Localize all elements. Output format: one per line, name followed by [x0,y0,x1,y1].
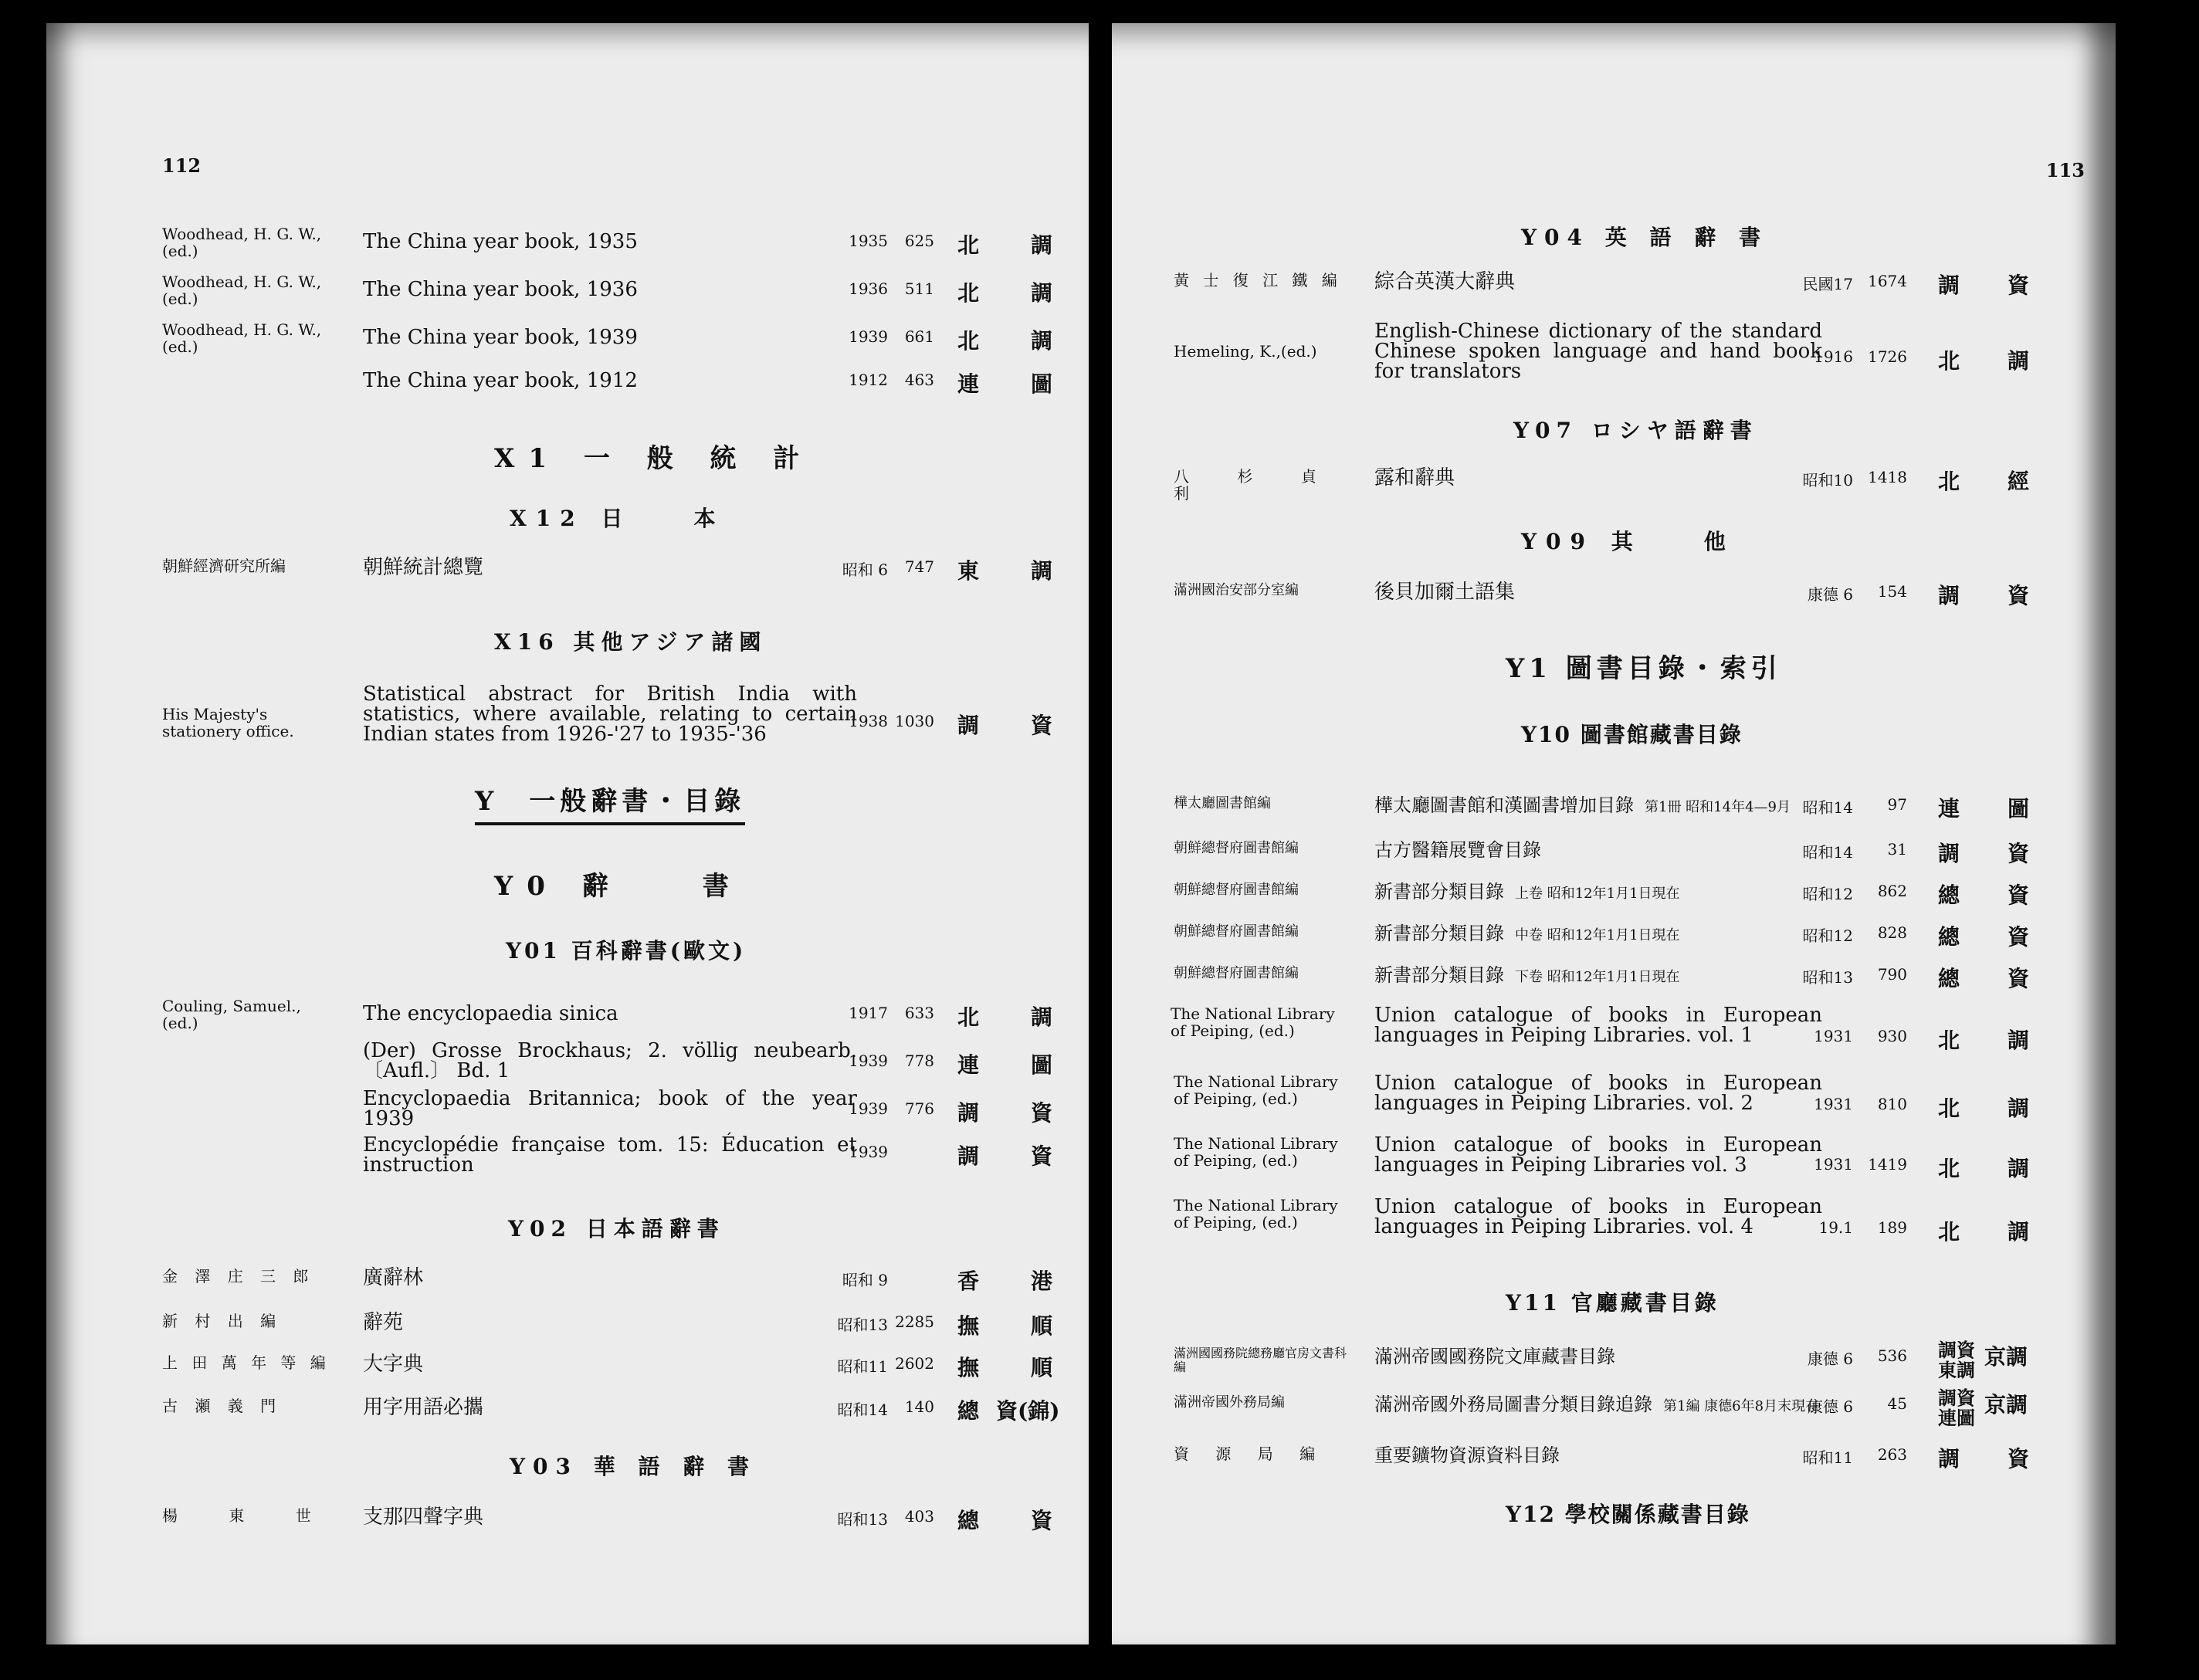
section-heading: X16 其他アジア諸國 [494,629,767,655]
section-heading: Y11 官廳藏書目錄 [1506,1290,1720,1316]
section-heading: Y04 英 語 辭 書 [1521,225,1768,250]
page-number-left: 112 [162,154,202,177]
section-heading: X12 日 本 [510,506,725,531]
section-heading: Y0 辭 書 [494,871,743,902]
section-heading: Y07 ロシヤ語辭書 [1513,418,1758,443]
left-page: 112 Woodhead, H. G. W., (ed.) The China year book, 1935 1935 625 北 調 Woodhead, H. G. W., (ed.) The China year book, 1936 1936 511 北 調 Woodhead, H. G. W., (ed.) The China year book, 1939 1939 661 北 調 The China year book, 1912 1912 463 連 圖 X1 一 般 統 計 X12 日 本 朝鮮經濟研究所編 朝鮮統計總覽 昭和 6 747 東 調 X16 其他アジア諸國 His Majesty's stationery office. Statistical abstract for British India with statistics, where available, relating to certain Indian states from 1926-'27 to 1935-'36 1938 1030 調 資 Y 一般辭書・目錄 Y0 辭 書 Y01 百科辭書(歐文) Couling, Samuel., (ed.) The encyclopaedia sinica 1917 633 北 調 (Der) Grosse Brockhaus; 2. völlig neubearb. 〔Aufl.〕 Bd. 1 1939 778 連 圖 Encyclopaedia Britannica; book of the year 1939 1939 776 調 資 Encyclopédie française tom. 15: Éducation et instruction 1939 調 資 Y02 日本語辭書 金 澤 庄 三 郎 廣辭林 昭和 9 香 港 新 村 出 編 辭苑 昭和13 2285 撫 順 上 田 萬 年 等 編 大字典 昭和11 2602 撫 順 古 瀬 義 門 用字用語必攜 昭和14 140 總 資(錦) Y03 華 語 辭 書 楊 東 世 支那四聲字典 昭和13 403 總 資 [46,23,1089,1644]
page-number-right: 113 [2045,159,2085,181]
section-heading: Y12 學校關係藏書目錄 [1506,1502,1750,1527]
section-heading: Y02 日本語辭書 [508,1216,725,1241]
section-heading: X1 一 般 統 計 [494,443,814,474]
section-heading: Y10 圖書館藏書目錄 [1521,722,1743,747]
section-heading: Y 一般辭書・目錄 [475,780,745,825]
section-heading: Y03 華 語 辭 書 [510,1454,757,1479]
right-page: 113 Y04 英 語 辭 書 黃 士 復 江 鐵 編 綜合英漢大辭典 民國17 1674 調 資 Hemeling, K.,(ed.) English-Chinese dictionary of the standard Chinese spoken language and hand book for translators 1916 1726 北 調 Y07 ロシヤ語辭書 八 杉 貞 利 露和辭典 昭和10 1418 北 經 Y09 其 他 滿洲國治安部分室編 後貝加爾土語集 康德 6 154 調 資 Y1 圖書目錄・索引 Y10 圖書館藏書目錄 樺太廳圖書館編 樺太廳圖書館和漢圖書增加目錄 第1冊 昭和14年4—9月 昭和14 97 連 圖 朝鮮總督府圖書館編 古方醫籍展覽會目錄 昭和14 31 調 資 朝鮮總督府圖書館編 新書部分類目錄 上卷 昭和12年1月1日現在 昭和12 862 總 資 朝鮮總督府圖書館編 新書部分類目錄 中卷 昭和12年1月1日現在 昭和12 828 總 資 朝鮮總督府圖書館編 新書部分類目錄 下卷 昭和12年1月1日現在 昭和13 790 總 資 The National Library of Peiping, (ed.) Union catalogue of books in European languages in Peiping Libraries. vol. 1 1931 930 北 調 The National Library of Peiping, (ed.) Union catalogue of books in European languages in Peiping Libraries. vol. 2 1931 810 北 調 The National Library of Peiping, (ed.) Union catalogue of books in European languages in Peiping Libraries vol. 3 1931 1419 北 調 The National Library of Peiping, (ed.) Union catalogue of books in European languages in Peiping Libraries. vol. 4 19.1 189 北 調 Y11 官廳藏書目錄 滿洲國國務院總務廳官房文書科編 滿洲帝國國務院文庫藏書目錄 康德 6 536 調資 東調 京調 滿洲帝國外務局編 滿洲帝國外務局圖書分類目錄追錄 第1編 康德6年8月末現在 康德 6 45 調資 連圖 京調 資 源 局 編 重要鑛物資源資料目錄 昭和11 263 調 資 Y12 學校關係藏書目錄 [1112,23,2116,1644]
section-heading: Y1 圖書目錄・索引 [1506,653,1782,684]
section-heading: Y01 百科辭書(歐文) [506,938,747,964]
section-heading: Y09 其 他 [1521,529,1735,554]
